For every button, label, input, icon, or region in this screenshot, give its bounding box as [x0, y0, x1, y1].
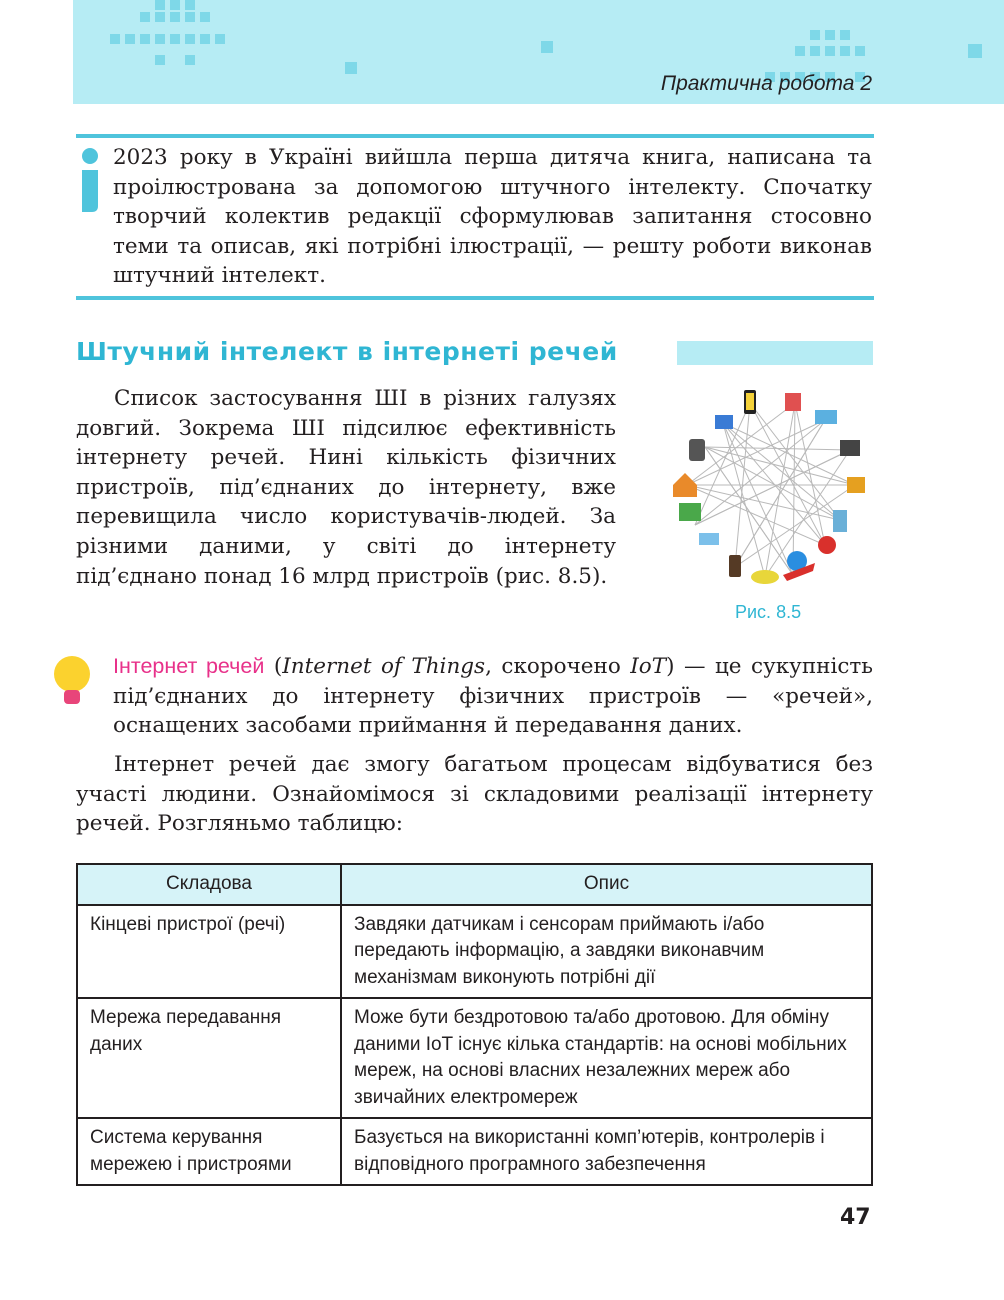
laptop-small-device: [699, 533, 719, 545]
definition-abbr: IoT: [630, 654, 667, 679]
definition-open: (: [264, 654, 283, 679]
table-cell-description: Завдяки датчикам і сенсорам приймають і/або передають інформацію, а завдяки виконавчим механізмам виконують потрібні дії: [341, 905, 872, 999]
tv-device: [847, 477, 865, 493]
definition-rest: ) — це сукупність під’єднаних до інтернету фізичних пристроїв — «речей», оснащених засобами приймання й передавання даних.: [113, 654, 873, 739]
table-cell-component: Система керування мережею і пристроями: [77, 1118, 341, 1185]
table-cell-description: Базується на використанні комп’ютерів, контролерів і відповідного програмного забезпечення: [341, 1118, 872, 1185]
table-cell-component: Мережа передавання даних: [77, 998, 341, 1118]
paragraph-1: [76, 384, 616, 591]
fridge-device: [833, 510, 847, 532]
iot-network-figure: [665, 385, 875, 590]
info-text: 2023 року в Україні вийшла перша дитяча книга, написана та проілюстрована за допомогою штучного інтелекту. Спочатку творчий колектив редакції сформулював запитання стосовно теми та описав, які потрібні ілюстрації, — решту роботи виконав штучний інтелект.: [113, 145, 872, 289]
car-device: [840, 440, 860, 456]
info-icon: [78, 146, 102, 212]
figure-caption: Рис. 8.5: [735, 602, 802, 622]
definition-term: Інтернет речей: [113, 654, 265, 678]
paragraph-1-text: Список застосування ШІ в різних галузях довгий. Зокрема ШІ підсилює ефективність інтернету речей. Нині кількість фізичних пристроїв, під’єднаних до інтернету, вже перевищила число користувачів-людей. За різними даними, у світі до інтернету під’єднано понад 16 млрд пристроїв (рис. 8.5).: [76, 386, 616, 589]
house-device: [673, 473, 697, 497]
definition-mid: , скорочено: [485, 654, 631, 679]
iot-components-table: [76, 863, 873, 1186]
laptop-device: [815, 410, 837, 424]
heading-bar: [677, 341, 873, 365]
table-row: [77, 905, 872, 999]
section-heading: Штучний інтелект в інтернеті речей: [76, 337, 618, 366]
billboard-device: [679, 503, 701, 521]
mobile-device: [729, 555, 741, 577]
table-header-row: [77, 864, 872, 905]
page-number: 47: [840, 1205, 871, 1230]
table-row: [77, 998, 872, 1118]
paragraph-2: [76, 750, 873, 839]
telephone-device: [818, 536, 836, 554]
table-cell-description: Може бути бездротовою та/або дротовою. Для обміну даними IoT існує кілька стандартів: на основі мобільних мереж, на основі власних незалежних мереж або звичайних електромереж: [341, 998, 872, 1118]
definition-english: Internet of Things: [282, 654, 486, 679]
tag-device: [785, 393, 801, 411]
table-header-description: Опис: [341, 864, 872, 905]
header-title: Практична робота 2: [660, 72, 872, 95]
lightbulb-icon: [52, 654, 92, 710]
car-yellow-device: [751, 570, 779, 584]
camera-device: [715, 415, 733, 429]
watch-device: [689, 439, 705, 461]
table-header-component: Складова: [77, 864, 341, 905]
paragraph-2-text: Інтернет речей дає змогу багатьом процесам відбуватися без участі людини. Ознайомімося зі складовими реалізації інтернету речей. Розгляньмо таблицю:: [76, 752, 873, 837]
table-cell-component: Кінцеві пристрої (речі): [77, 905, 341, 999]
table-row: [77, 1118, 872, 1185]
definition: [113, 652, 873, 741]
